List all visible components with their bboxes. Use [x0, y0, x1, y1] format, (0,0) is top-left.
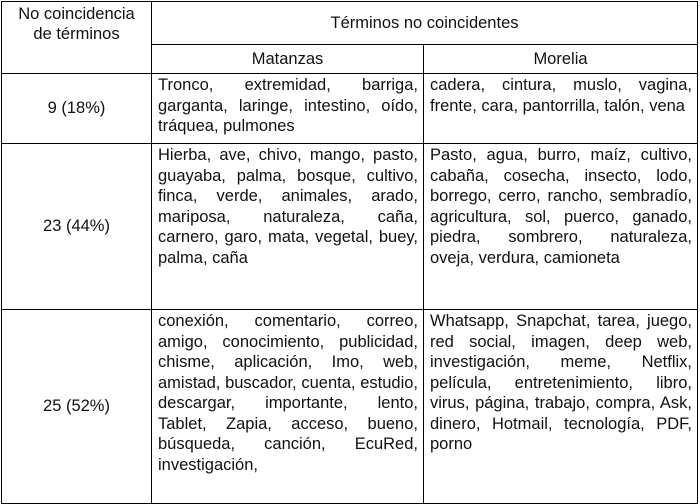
count-cell: 23 (44%)	[2, 144, 152, 310]
morelia-column-header: Morelia	[424, 45, 698, 74]
morelia-terms-cell: Whatsapp, Snapchat, tarea, juego, red social, imagen, deep web, investigación, meme, Netflix, película, entretenimiento, libro, virus, página, trabajo, compra, Ask, dinero, Hotmail, tecnología, PDF, porno	[424, 310, 698, 504]
matanzas-column-header: Matanzas	[152, 45, 424, 74]
count-cell: 9 (18%)	[2, 74, 152, 144]
header-row	[2, 2, 698, 45]
count-header-line1: No coincidencia	[18, 4, 135, 23]
count-column-header	[2, 2, 152, 74]
count-header-line2: de términos	[33, 24, 120, 43]
morelia-terms-cell: cadera, cintura, muslo, vagina, frente, cara, pantorrilla, talón, vena	[424, 74, 698, 144]
matanzas-terms-cell: Tronco, extremidad, barriga, garganta, laringe, intestino, oído, tráquea, pulmones	[152, 74, 424, 144]
morelia-terms-cell: Pasto, agua, burro, maíz, cultivo, cabaña, cosecha, insecto, lodo, borrego, cerro, rancho, sembradío, agricultura, sol, puerco, ganado, piedra, sombrero, naturaleza, oveja, verdura, camioneta	[424, 144, 698, 310]
count-cell: 25 (52%)	[2, 310, 152, 504]
matanzas-terms-cell: Hierba, ave, chivo, mango, pasto, guayaba, palma, bosque, cultivo, finca, verde, animales, arado, mariposa, naturaleza, caña, carnero, garo, mata, vegetal, buey, palma, caña	[152, 144, 424, 310]
terms-column-header: Términos no coincidentes	[152, 2, 698, 45]
table-row	[2, 144, 698, 310]
terms-table	[1, 1, 698, 504]
matanzas-terms-cell: conexión, comentario, correo, amigo, conocimiento, publicidad, chisme, aplicación, Imo, web, amistad, buscador, cuenta, estudio, descargar, importante, lento, Tablet, Zapia, acceso, bueno, búsqueda, canción, EcuRed, investigación,	[152, 310, 424, 504]
table-row	[2, 74, 698, 144]
table-row	[2, 310, 698, 504]
